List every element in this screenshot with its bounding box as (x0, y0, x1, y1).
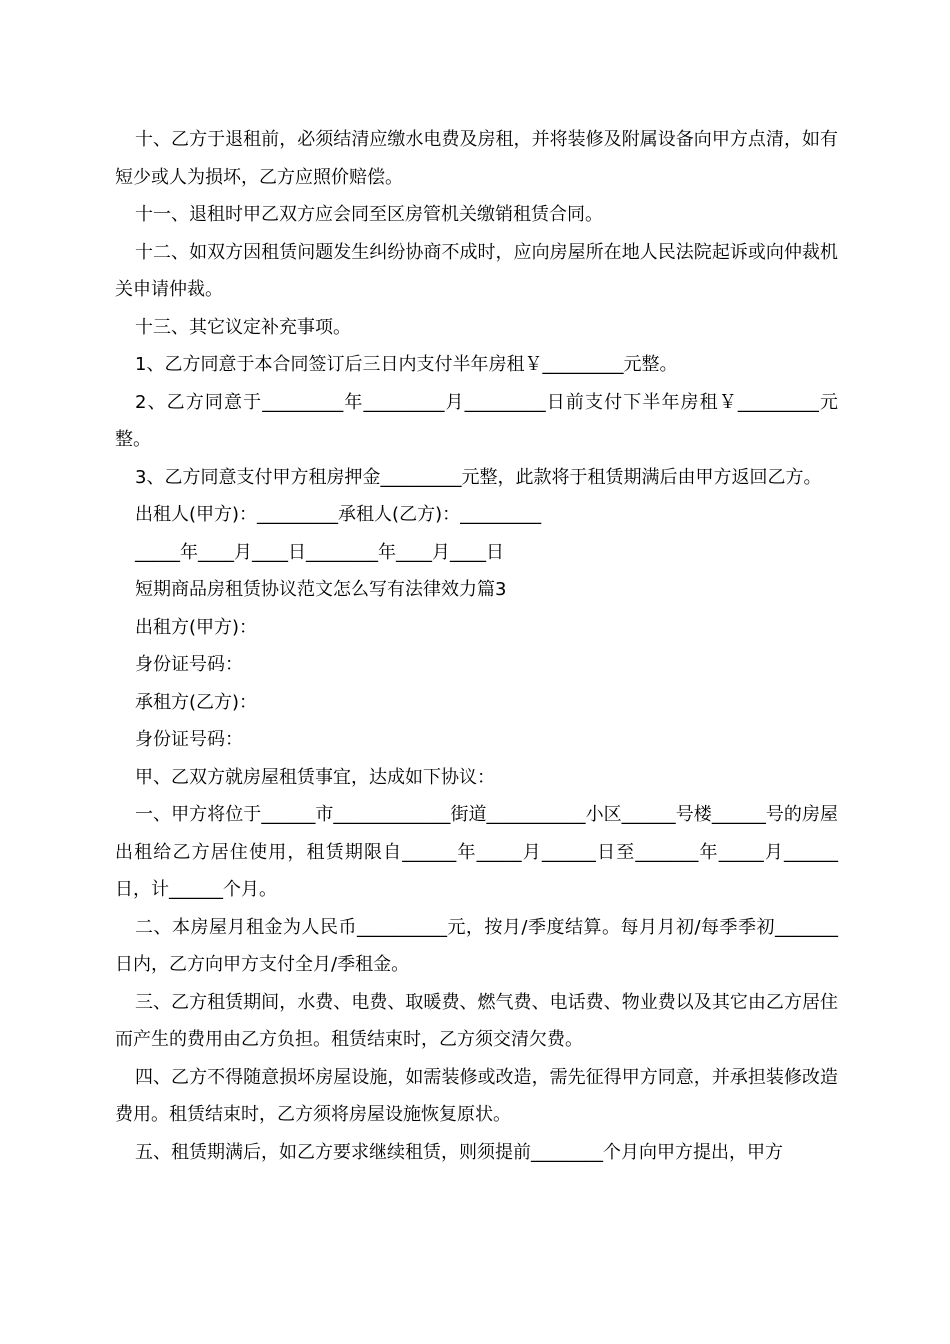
article-1-paragraph: 一、甲方将位于______市_____________街道___________小区______号楼______号的房屋出租给乙方居住使用，租赁期限自______年_____月______日至_______年_____月______日，计______个月。 (115, 804, 838, 900)
document-body (115, 121, 838, 1171)
lessee-id-field: 身份证号码： (135, 729, 243, 750)
article-4-paragraph: 四、乙方不得随意损坏房屋设施，如需装修或改造，需先征得甲方同意，并承担装修改造费用。租赁结束时，乙方须将房屋设施恢复原状。 (115, 1066, 838, 1125)
clause-11-paragraph: 十一、退租时甲乙双方应会同至区房管机关缴销租赁合同。 (135, 204, 603, 225)
lessee-field: 承租方(乙方)： (135, 691, 258, 713)
clause-10-paragraph: 十、乙方于退租前，必须结清应缴水电费及房租，并将装修及附属设备向甲方点清，如有短少或人为损坏，乙方应照价赔偿。 (115, 129, 838, 188)
supplement-item-1: 1、乙方同意于本合同签订后三日内支付半年房租￥_________元整。 (135, 354, 678, 375)
article-3-paragraph: 三、乙方租赁期间，水费、电费、取暖费、燃气费、电话费、物业费以及其它由乙方居住而产生的费用由乙方负担。租赁结束时，乙方须交清欠费。 (115, 991, 838, 1050)
article-2-paragraph: 二、本房屋月租金为人民币__________元，按月/季度结算。每月月初/每季季初_______日内，乙方向甲方支付全月/季租金。 (115, 916, 838, 975)
clause-13-paragraph: 十三、其它议定补充事项。 (135, 316, 351, 338)
supplement-item-3: 3、乙方同意支付甲方租房押金_________元整，此款将于租赁期满后由甲方返回乙方。 (135, 466, 822, 488)
supplement-item-2: 2、乙方同意于_________年_________月_________日前支付下半年房租￥_________元整。 (115, 391, 838, 450)
clause-12-paragraph: 十二、如双方因租赁问题发生纠纷协商不成时，应向房屋所在地人民法院起诉或向仲裁机关申请仲裁。 (115, 241, 838, 300)
article-5-paragraph: 五、租赁期满后，如乙方要求继续租赁，则须提前________个月向甲方提出，甲方 (135, 1141, 783, 1163)
agreement-intro: 甲、乙双方就房屋租赁事宜，达成如下协议： (135, 766, 495, 788)
section-title: 短期商品房租赁协议范文怎么写有法律效力篇3 (135, 579, 507, 600)
lessor-id-field: 身份证号码： (135, 654, 243, 675)
date-line: _____年____月____日________年____月____日 (135, 541, 504, 563)
signature-line: 出租人(甲方)：_________承租人(乙方)：_________ (135, 504, 542, 525)
lessor-field: 出租方(甲方)： (135, 616, 258, 638)
